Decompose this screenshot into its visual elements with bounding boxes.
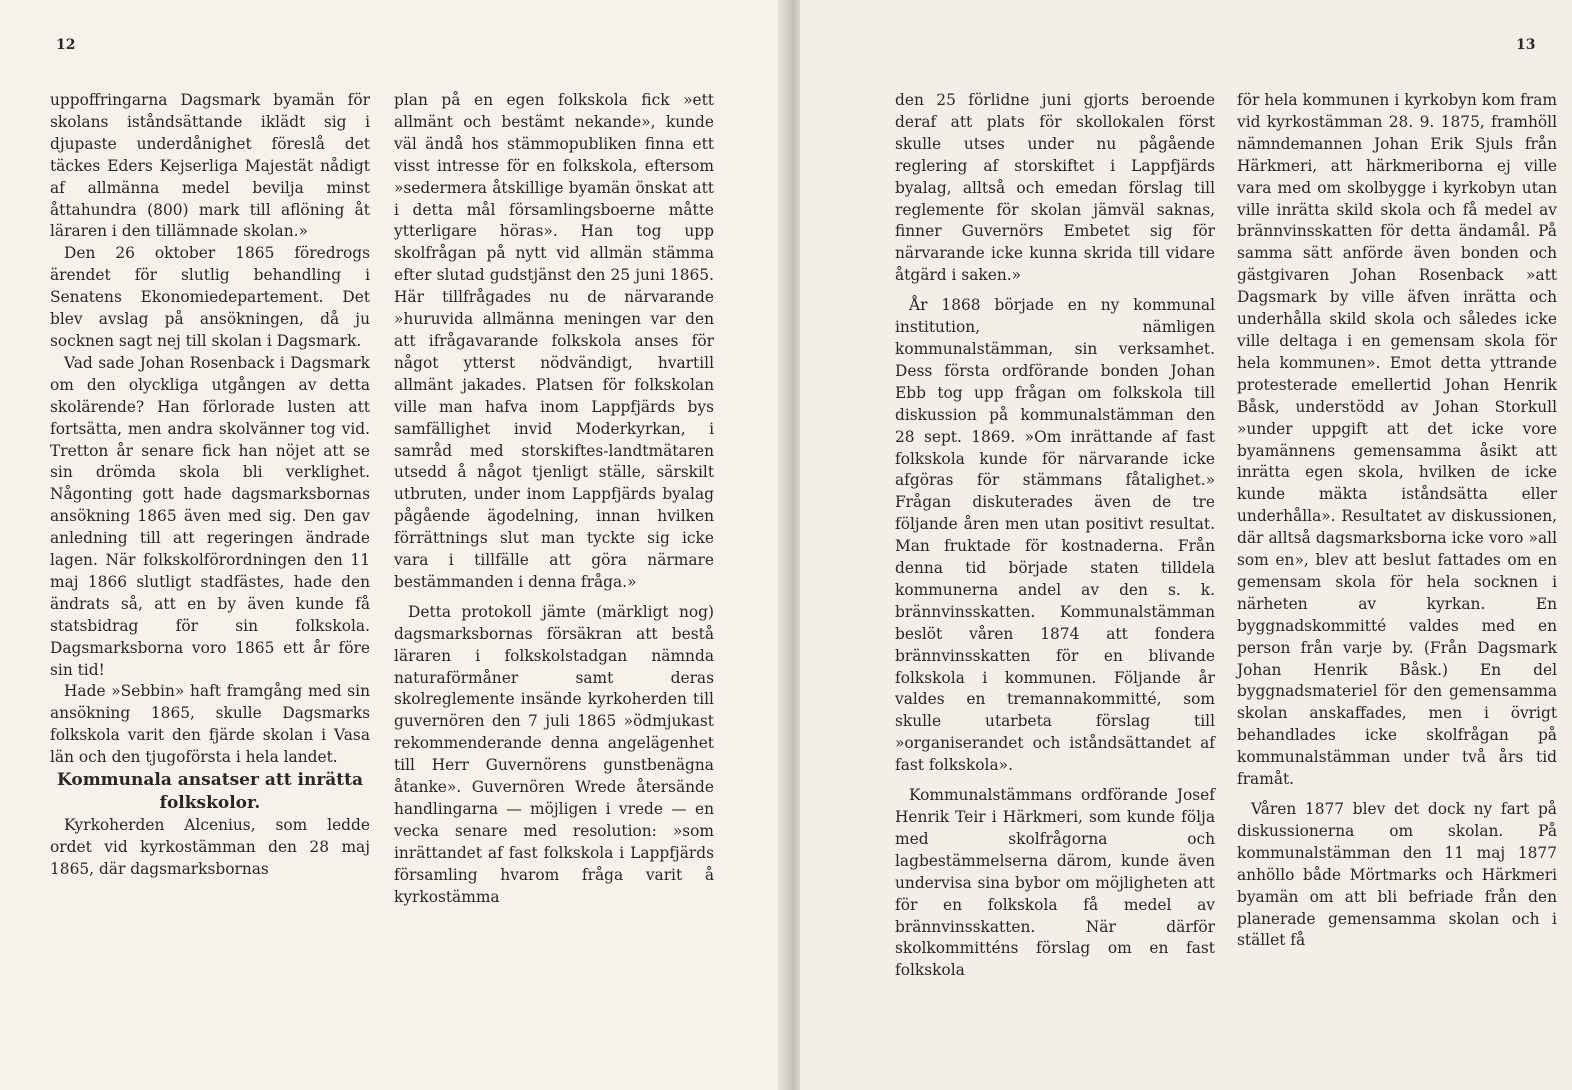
page-number: 12 [56, 37, 76, 53]
page-number: 13 [1516, 37, 1536, 53]
paragraph: Hade »Sebbin» haft framgång med sin ansökning 1865, skulle Dagsmarks folkskola varit den fjärde skolan i Vasa län och den tjugoförsta i hela landet. [50, 682, 370, 767]
paragraph: plan på en egen folkskola fick »ett allmänt och bestämt nekande», kunde väl ändå hos stämmopubliken finna ett visst intresse för en folkskola, eftersom »sedermera åtskillige byamän önskat att i detta mål församlingsboerne måtte ytterligare höras». Han tog upp skolfrågan på nytt vid allmän stämma efter slutad gudstjänst den 25 juni 1865. Här tillfrågades nu de närvarande »huruvida allmänna meningen var den att ifrågavarande folkskola anses för något ytterst nödvändigt, hvartill allmänt jakades. Platsen för folkskolan ville man hafva inom Lappfjärds bys samfällighet invid Moderkyrkan, i samråd med storskiftes-landtmätaren utsedd å något tjenligt ställe, särskilt utbruten, under inom Lappfjärds byalag pågående ägodelning, innan hvilken förrättnings slut man tyckte sig icke vara i tillfälle att göra närmare bestämmanden i denna fråga.» [394, 91, 714, 591]
paragraph: Den 26 oktober 1865 föredrogs ärendet för slutlig behandling i Senatens Ekonomiedepartement. Det blev avslag på ansökningen, då ju socknen sagt nej till skolan i Dagsmark. [50, 244, 370, 350]
text-column-1 [50, 90, 370, 881]
section-heading: Kommunala ansatser att inrätta folkskolor. [56, 770, 364, 814]
left-page [0, 0, 784, 1090]
paragraph: Kommunalstämmans ordförande Josef Henrik Teir i Härkmeri, som kunde följa med skolfrågorna och lagbestämmelserna därom, kunde även undervisa sina bybor om möjligheten att för en folkskola få medel av brännvinsskatten. När därför skolkommitténs förslag om en fast folkskola [895, 786, 1215, 980]
paragraph: för hela kommunen i kyrkobyn kom fram vid kyrkostämman 28. 9. 1875, framhöll nämndemannen Johan Erik Sjuls från Härkmeri, att härkmeriborna ej ville vara med om skolbygge i kyrkobyn utan ville inrätta skild skola och få medel av brännvinsskatten för detta ändamål. På samma sätt anförde även bonden och gästgivaren Johan Rosenback »att Dagsmark by ville äfven inrätta och underhålla skild skola och således icke ville deltaga i en gemensam skola för hela kommunen». Emot detta yttrande protesterade emellertid Johan Henrik Båsk, understödd av Johan Storkull »under uppgift att det icke vore byamännens gemensamma åsikt att inrätta egen skola, hvilken de icke kunde mäkta iståndsätta eller underhålla». Resultatet av diskussionen, där alltså dagsmarksborna icke voro »all som en», blev att beslut fattades om en gemensam skola för hela socknen i närheten av kyrkan. En byggnadskommitté valdes med en person från varje by. (Från Dagsmark Johan Henrik Båsk.) En del byggnadsmateriel för den gemensamma skolan anskaffades, men i övrigt behandlades icke skolfrågan på kommunalstämman under två års tid framåt. [1237, 91, 1557, 789]
right-page [800, 0, 1572, 1090]
paragraph: Kyrkoherden Alcenius, som ledde ordet vid kyrkostämman den 28 maj 1865, där dagsmarksbornas [50, 816, 370, 878]
paragraph: Vad sade Johan Rosenback i Dagsmark om den olyckliga utgången av detta skolärende? Han förlorade lusten att fortsätta, men andra skolvänner tog vid. Tretton år senare fick han nöjet att se sin drömda skola bli verklighet. Någonting gott hade dagsmarksbornas ansökning 1865 även med sig. Den gav anledning till att regeringen ändrade lagen. När folkskolförordningen den 11 maj 1866 slutligt stadfästes, hade den ändrats så, att en by även kunde få statsbidrag för sin folkskola. Dagsmarksborna voro 1865 ett år före sin tid! [50, 353, 370, 679]
text-column-4 [1237, 90, 1557, 952]
paragraph: Detta protokoll jämte (märkligt nog) dagsmarksbornas försäkran att bestå läraren i folkskolstadgan nämnda naturaförmåner samt deras skolreglemente insände kyrkoherden till guvernören den 7 juli 1865 »ödmjukast rekommenderande denna angelägenhet till Herr Guvernörens gunstbenägna åtanke». Guvernören Wrede återsände handlingarna — möjligen i vrede — en vecka senare med resolution: »som inrättandet af fast folkskola i Lappfjärds församling hvarom fråga varit å kyrkostämma [394, 602, 714, 906]
text-column-2 [394, 90, 714, 909]
paragraph: uppoffringarna Dagsmark byamän för skolans iståndsättande iklädt sig i djupaste underdånighet föreslå det täckes Eders Kejserliga Majestät nådigt af allmänna medel bevilja minst åttahundra (800) mark till aflöning åt läraren i den tillämnade skolan.» [50, 91, 370, 241]
text-column-3 [895, 90, 1215, 982]
paragraph: År 1868 började en ny kommunal institution, nämligen kommunalstämman, sin verksamhet. Dess första ordförande bonden Johan Ebb tog upp frågan om folkskola till diskussion på kommunalstämman den 28 sept. 1869. »Om inrättande af fast folkskola kunde för närvarande icke afgöras för stämmans fåtalighet.» Frågan diskuterades även de tre följande åren men utan positivt resultat. Man fruktade för kostnaderna. Från denna tid började staten tilldela kommunerna andel av den s. k. brännvinsskatten. Kommunalstämman beslöt våren 1874 att fondera brännvinsskatten för en blivande folkskola i kommunen. Följande år valdes en tremannakommitté, som skulle utarbeta förslag till »organiserandet och iståndsättandet af fast folkskola». [895, 296, 1215, 775]
paragraph: Våren 1877 blev det dock ny fart på diskussionerna om skolan. På kommunalstämman den 11 maj 1877 anhöllo både Mörtmarks och Härkmeri byamän om att bli befriade från den planerade gemensamma skolan och i stället få [1237, 800, 1557, 950]
paragraph: den 25 förlidne juni gjorts beroende deraf att plats för skollokalen först skulle utses under nu pågående reglering af storskiftet i Lappfjärds byalag, alltså och emedan förslag till reglemente för skolan jämväl saknas, finner Guvernörs Embetet sig för närvarande icke kunna skrida till vidare åtgärd i saken.» [895, 91, 1215, 285]
